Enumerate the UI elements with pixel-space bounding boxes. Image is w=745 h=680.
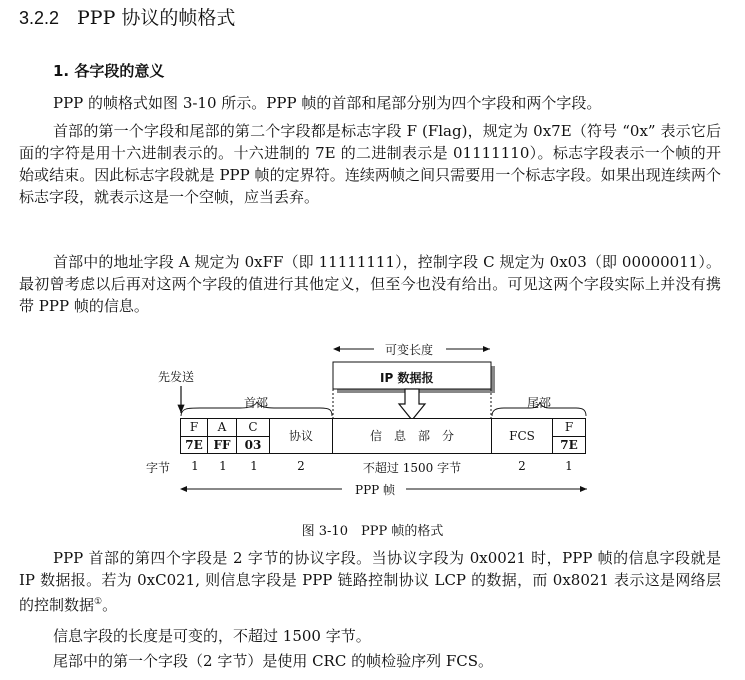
section-number: 3.2.2 <box>19 8 60 28</box>
field-flag-start-value: 7E <box>181 436 207 453</box>
count-protocol: 2 <box>297 459 305 473</box>
paragraph-protocol-field-text: PPP 首部的第四个字段是 2 字节的协议字段。当协议字段为 0x0021 时，PPP 帧的信息字段就是 IP 数据报。若为 0xC021, 则信息字段是 PPP 链路控制协议 LCP 的数据，而 0x8021 表示这是网络层的控制数据 <box>19 549 721 614</box>
paragraph-protocol-field: PPP 首部的第四个字段是 2 字节的协议字段。当协议字段为 0x0021 时，PPP 帧的信息字段就是 IP 数据报。若为 0xC021, 则信息字段是 PPP 链路控制协议 LCP 的数据，而 0x8021 表示这是网络层的控制数据①。 <box>19 549 721 614</box>
field-protocol: 协议 <box>269 418 333 454</box>
paragraph-info-length: 信息字段的长度是可变的，不超过 1500 字节。 <box>53 627 371 645</box>
insert-arrow <box>399 389 425 420</box>
section-title: PPP 协议的帧格式 <box>77 7 236 29</box>
trailer-label: 尾部 <box>527 396 552 410</box>
figure-caption: 图 3-10 PPP 帧的格式 <box>301 524 444 539</box>
count-flag-start: 1 <box>191 459 199 473</box>
paragraph-flag-field: 首部的第一个字段和尾部的第二个字段都是标志字段 F (Flag)，规定为 0x7E（符号 “0x” 表示它后面的字符是用十六进制表示的。十六进制的 7E 的二进制表示是 01111110）。标志字段表示一个帧的开始或结束。因此标志字段就是 PPP 帧的定界符。连续两帧之间只需要用一个标志字段。如果出现连续两个标志字段，就表示这是一个空帧，应当丢弃。 <box>19 122 721 206</box>
field-address-name: A <box>217 420 227 434</box>
field-flag-start-name: F <box>189 420 199 434</box>
field-flag-start <box>180 418 208 454</box>
paragraph-fcs: 尾部中的第一个字段（2 字节）是使用 CRC 的帧检验序列 FCS。 <box>53 652 494 670</box>
bytes-label: 字节 <box>146 461 171 475</box>
field-control-value: 03 <box>237 436 269 453</box>
field-address <box>207 418 237 454</box>
count-information: 不超过 1500 字节 <box>362 461 462 475</box>
subsection-heading: 1. 各字段的意义 <box>53 62 165 80</box>
field-flag-end <box>552 418 586 454</box>
count-fcs: 2 <box>518 459 526 473</box>
paragraph-frame-overview: PPP 的帧格式如图 3-10 所示。PPP 帧的首部和尾部分别为四个字段和两个字段。 <box>53 94 602 112</box>
field-control <box>236 418 270 454</box>
variable-length-label: 可变长度 <box>385 343 434 357</box>
field-flag-end-name: F <box>564 420 574 434</box>
footnote-mark: ① <box>94 597 103 607</box>
field-flag-end-value: 7E <box>553 436 585 453</box>
paragraph-address-control: 首部中的地址字段 A 规定为 0xFF（即 11111111），控制字段 C 规定为 0x03（即 00000011）。最初曾考虑以后再对这两个字段的值进行其他定义，但至今也没有给出。可见这两个字段实际上并没有携带 PPP 帧的信息。 <box>19 253 721 315</box>
header-label: 首部 <box>244 396 269 410</box>
ppp-frame-label: PPP 帧 <box>355 483 396 497</box>
count-flag-end: 1 <box>565 459 573 473</box>
field-control-name: C <box>248 420 258 434</box>
field-fcs: FCS <box>491 418 553 454</box>
send-first-label: 先发送 <box>158 370 195 384</box>
ip-datagram-label: IP 数据报 <box>380 371 434 385</box>
count-control: 1 <box>250 459 258 473</box>
field-information: 信 息 部 分 <box>332 418 492 454</box>
field-address-value: FF <box>208 436 236 453</box>
count-address: 1 <box>219 459 227 473</box>
